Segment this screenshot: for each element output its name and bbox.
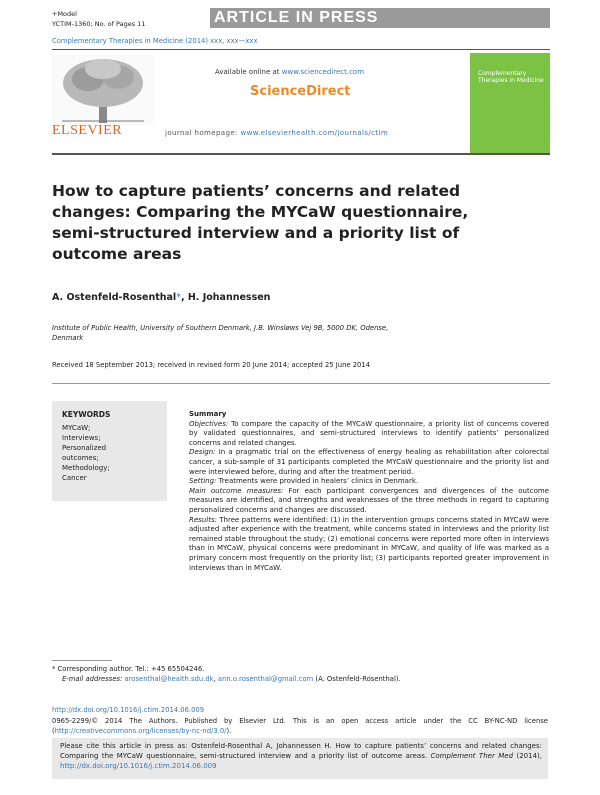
journal-citation-line[interactable]: Complementary Therapies in Medicine (2014) xxx, xxx—xxx <box>52 37 258 45</box>
citation-year: (2014), <box>513 752 542 760</box>
keywords-list <box>62 423 110 483</box>
summary-heading: Summary <box>189 410 227 418</box>
article-in-press-banner: ARTICLE IN PRESS <box>210 8 550 28</box>
setting <box>189 477 549 487</box>
email-line <box>52 674 401 684</box>
article-title: How to capture patients’ concerns and related changes: Comparing the MYCaW questionnaire, semi-structured interview and a priority list of outcome areas <box>52 182 469 263</box>
model-label: +Model <box>52 10 77 18</box>
measures <box>189 487 549 516</box>
keywords-heading: KEYWORDS <box>62 410 111 419</box>
corresponding-marker[interactable]: * <box>176 292 181 303</box>
publisher-wordmark: ELSEVIER <box>52 123 123 138</box>
objectives <box>189 420 549 449</box>
masthead-divider <box>52 153 550 155</box>
received-dates: Received 18 September 2013; received in revised form 20 June 2014; accepted 25 June 2014 <box>52 361 371 369</box>
elsevier-tree-logo <box>52 55 154 125</box>
email-1-link[interactable]: arosenthal@health.sdu.dk <box>124 675 214 683</box>
dates-divider <box>52 383 550 384</box>
license-text: 0965-2299/© 2014 The Authors. Published by Elsevier Ltd. This is an open access article under the CC BY-NC-ND license ( <box>52 717 548 735</box>
sciencedirect-link[interactable]: www.sciencedirect.com <box>281 68 365 76</box>
license-link[interactable]: http://creativecommons.org/licenses/by-nc-nd/3.0/ <box>54 727 227 735</box>
header-divider <box>52 49 550 50</box>
keyword: Methodology; <box>62 464 110 472</box>
keyword: Cancer <box>62 474 87 482</box>
citation-text <box>60 741 542 771</box>
abstract <box>189 410 549 573</box>
citation-doi-link[interactable]: http://dx.doi.org/10.1016/j.ctim.2014.06.009 <box>60 762 217 770</box>
author-1: A. Ostenfeld-Rosenthal <box>52 292 177 303</box>
objectives-label: Objectives: <box>189 419 229 428</box>
design-label: Design: <box>189 448 216 457</box>
objectives-text: To compare the capacity of the MYCaW questionnaire, a priority list of concerns covered by validated questionnaires, and semi-structured interviews to identify patients’ personalized concerns and related changes. <box>189 419 549 447</box>
email-suffix: (A. Ostenfeld-Rosenthal). <box>313 675 401 683</box>
email-separator: , <box>213 675 218 683</box>
citation-body: Please cite this article in press as: Ostenfeld-Rosenthal A, Johannessen H. How to capture patients’ concerns and related changes: Comparing the MYCaW questionnaire, semi-structured interview and a priority list of outcome areas. <box>60 742 542 760</box>
footnotes <box>52 664 401 684</box>
email-2-link[interactable]: ann.o.rosenthal@gmail.com <box>217 675 314 683</box>
homepage-label: journal homepage: <box>165 129 241 137</box>
author-2: , H. Johannessen <box>180 292 271 303</box>
measures-text: For each participant convergences and divergences of the outcome measures are identified, and strengths and weaknesses of the three methods in regard to capturing personalized concerns and changes are discussed. <box>189 486 549 514</box>
keyword: Personalized <box>62 444 107 452</box>
cover-title: Complementary Therapies in Medicine <box>478 70 544 84</box>
available-prefix: Available online at <box>215 68 282 76</box>
design-text: In a pragmatic trial on the effectiveness of energy healing as rehabilitation after colorectal cancer, a sub-sample of 31 participants completed the MYCaW questionnaire and the priority list and were interviewed before, during and after the treatment period. <box>189 448 549 476</box>
authors <box>52 292 270 303</box>
keyword: Interviews; <box>62 434 101 442</box>
manuscript-id: YCTIM-1360; No. of Pages 11 <box>52 20 146 28</box>
keyword: outcomes; <box>62 454 99 462</box>
journal-homepage <box>165 129 388 137</box>
setting-text: Treatments were provided in healers’ clinics in Denmark. <box>216 477 419 486</box>
license-end: ). <box>226 727 232 735</box>
license <box>52 716 548 736</box>
footnote-divider <box>52 660 112 661</box>
results <box>189 516 549 574</box>
results-label: Results: <box>189 515 217 524</box>
sciencedirect-logo[interactable]: ScienceDirect <box>250 84 351 99</box>
email-label: E-mail addresses: <box>62 675 125 683</box>
affiliation: Institute of Public Health, University of Southern Denmark, J.B. Winsløws Vej 9B, 5000 DK, Odense, Denmark <box>52 324 389 342</box>
design <box>189 448 549 477</box>
keyword: MYCaW; <box>62 424 91 432</box>
measures-label: Main outcome measures: <box>189 486 284 495</box>
citation-journal: Complement Ther Med <box>430 752 514 760</box>
homepage-link[interactable]: www.elsevierhealth.com/journals/ctim <box>240 129 389 137</box>
setting-label: Setting: <box>189 477 217 486</box>
doi-link[interactable]: http://dx.doi.org/10.1016/j.ctim.2014.06.009 <box>52 706 205 714</box>
available-online <box>215 68 364 76</box>
corresponding-author: * Corresponding author. Tel.: +45 65504246. <box>52 665 205 673</box>
results-text: Three patterns were identified: (1) in the intervention groups concerns stated in MYCaW were adjusted after experience with the treatment, while concerns stated in interviews and the priority list remained stable throughout the study; (2) emotional concerns were reported more often in interviews than in MYCaW, physical concerns were predominant in MYCaW, and quality of life was marked as a primary concern most frequently on the priority list; (3) participants reported greater improvement in interviews than in MYCaW. <box>189 515 549 572</box>
journal-cover <box>470 53 550 154</box>
